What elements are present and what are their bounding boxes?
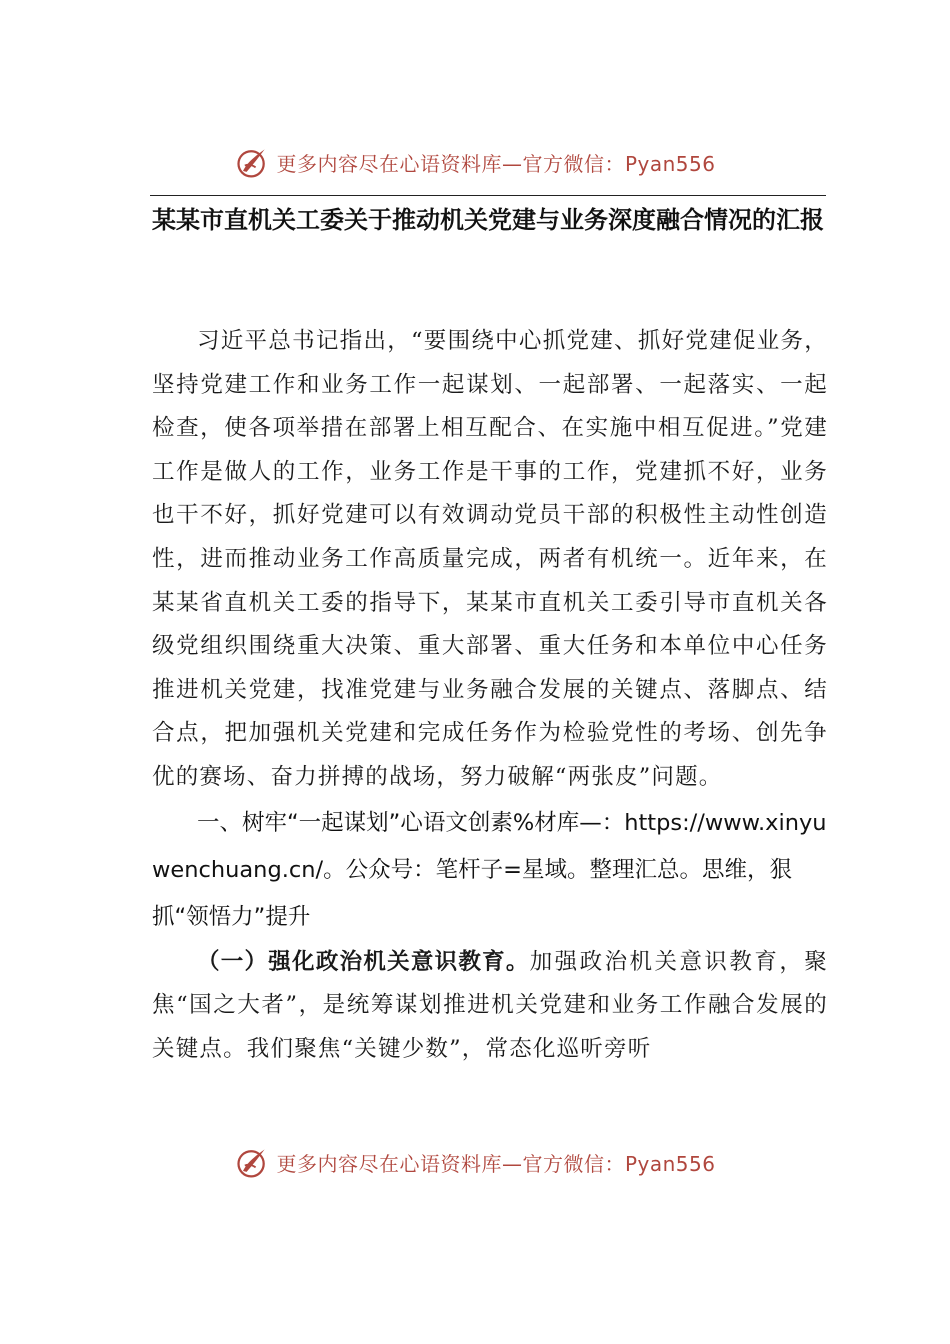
watermark-banner-top [0, 140, 950, 184]
watermark-banner-bottom [0, 1140, 950, 1184]
document-body [152, 320, 828, 1071]
subsection-label: （一）强化政治机关意识教育。 [197, 948, 530, 975]
document-title: 某某市直机关工委关于推动机关党建与业务深度融合情况的汇报 [152, 206, 824, 234]
brush-logo-icon [234, 1144, 270, 1180]
subsection-text: 加强政治机关意识教育，聚焦“国之大者”，是统筹谋划推进机关党建和业务工作融合发展的关键点。我们聚焦“关键少数”，常态化巡听旁听 [152, 948, 828, 1062]
watermark-text: 更多内容尽在心语资料库—官方微信：Pyan556 [276, 1151, 716, 1176]
brush-logo-icon [234, 144, 270, 180]
section-heading: 一、树牢“一起谋划”心语文创素%材库—：https://www.xinyuwenchuang.cn/。公众号：笔杆子=星域。整理汇总。思维，狠抓“领悟力”提升 [152, 809, 827, 930]
watermark-text: 更多内容尽在心语资料库—官方微信：Pyan556 [276, 151, 716, 176]
intro-paragraph: 习近平总书记指出，“要围绕中心抓党建、抓好党建促业务，坚持党建工作和业务工作一起谋划、一起部署、一起落实、一起检查，使各项举措在部署上相互配合、在实施中相互促进。”党建工作是做人的工作，业务工作是干事的工作，党建抓不好，业务也干不好，抓好党建可以有效调动党员干部的积极性主动性创造性，进而推动业务工作高质量完成，两者有机统一。近年来，在某某省直机关工委的指导下，某某市直机关工委引导市直机关各级党组织围绕重大决策、重大部署、重大任务和本单位中心任务推进机关党建，找准党建与业务融合发展的关键点、落脚点、结合点，把加强机关党建和完成任务作为检验党性的考场、创先争优的赛场、奋力拼搏的战场，努力破解“两张皮”问题。 [152, 328, 828, 790]
subsection-paragraph [152, 941, 828, 1072]
title-divider [150, 195, 826, 196]
